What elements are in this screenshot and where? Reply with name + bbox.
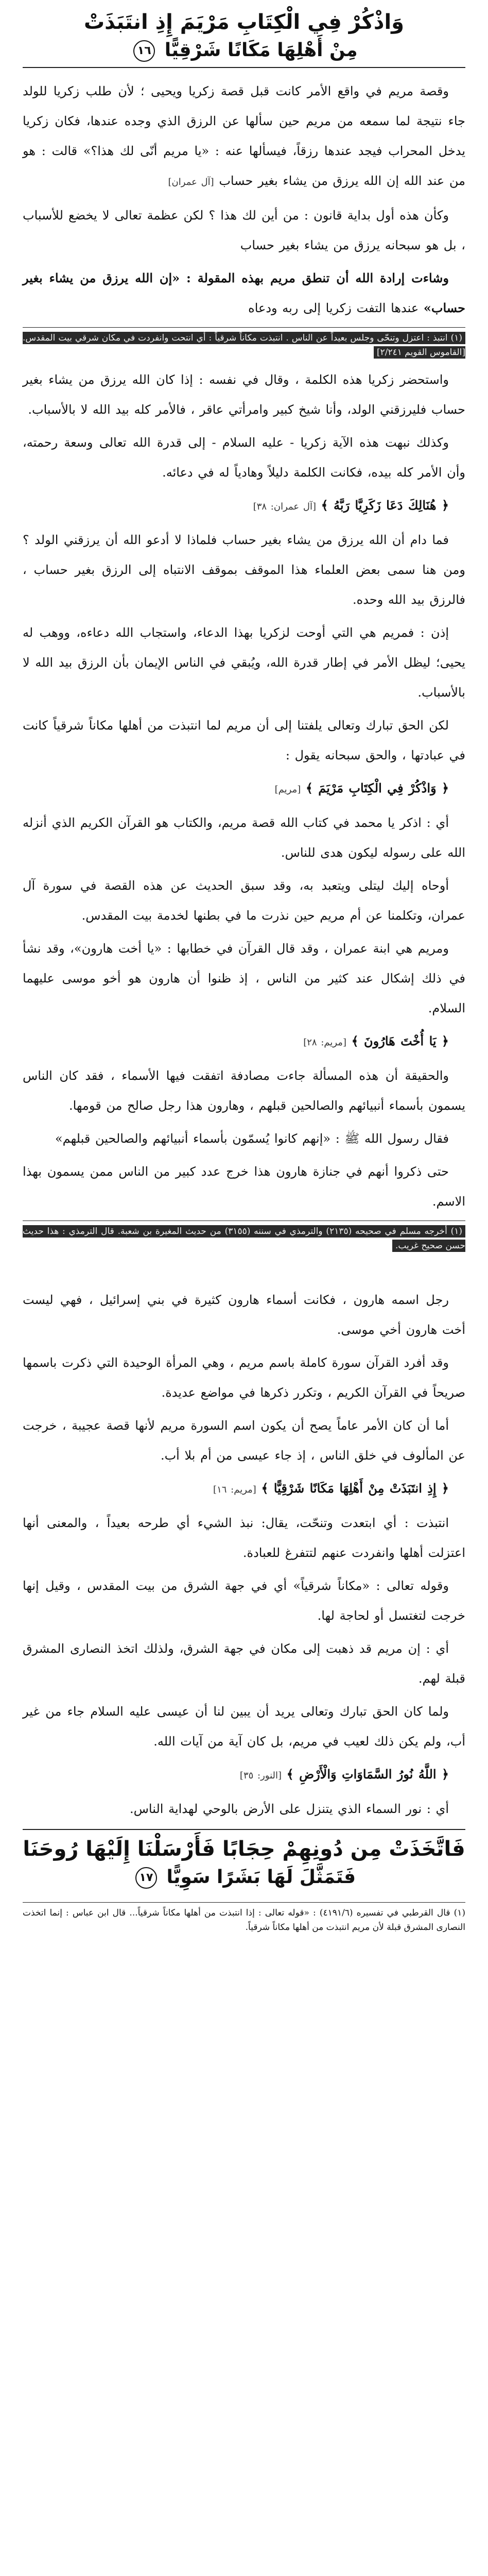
ayah-number-badge: ١٧	[135, 1867, 157, 1889]
footnote	[23, 1224, 465, 1253]
paragraph-text: وقصة مريم في واقع الأمر كانت قبل قصة زكريا ويحيى ؛ لأن طلب زكريا للولد جاء نتيجة لما سمعه من مريم حين سألها عن الرزق الذي وجده عندها، فكان زكريا يدخل المحراب فيجد عندها رزقاً، فيسألها عنه : «يا مريم أنّى لك هذا؟» قالت : هو من عند الله إن الله يرزق من يشاء بغير حساب	[23, 84, 465, 189]
paragraph: ومريم هي ابنة عمران ، وقد قال القرآن في خطابها : «يا أخت هارون»، وقد نشأ في ذلك إشكال عند كثير من الناس ، إذ ظنوا أن هارون هو أخو موسى عليهما السلام.	[23, 941, 465, 1016]
footnotes	[23, 1902, 465, 1935]
verse-reference: [مريم: ١٦]	[213, 1484, 256, 1496]
section-part3	[23, 1285, 465, 1824]
quran-verse: ﴿ إِذِ انتَبَذَتْ مِنْ أَهْلِهَا مَكَانًا شَرْقِيًّا ﴾	[261, 1481, 449, 1496]
paragraph: ولما كان الحق تبارك وتعالى يريد أن يبين لنا أن عيسى عليه السلام جاء من غير أب، ولم يكن ذلك لعيب في مريم، بل كان آية من آيات الله.	[23, 1704, 465, 1749]
footnote	[23, 331, 465, 360]
paragraph	[23, 1759, 465, 1791]
verse-banner-top-line1: وَاذْكُرْ فِي الْكِتَابِ مَرْيَمَ إِذِ انتَبَذَتْ	[83, 10, 405, 34]
paragraph: وقد أفرد القرآن سورة كاملة باسم مريم ، وهي المرأة الوحيدة التي ذكرت باسمها صريحاً في القرآن الكريم ، وتكرر ذكرها في مواضع عديدة.	[23, 1355, 465, 1400]
verse-reference: [مريم]	[274, 784, 301, 795]
paragraph: فقال رسول الله ﷺ : «إنهم كانوا يُسمّون بأسماء أنبيائهم والصالحين قبلهم»	[55, 1131, 449, 1146]
paragraph	[23, 490, 465, 522]
paragraph	[23, 76, 465, 197]
paragraph: حتى ذكروا أنهم في جنازة هارون هذا خرج عدد كبير من الناس ممن يسمون بهذا الاسم.	[23, 1164, 465, 1209]
verse-banner-top-line2	[23, 37, 465, 64]
paragraph: انتبذت : أي ابتعدت وتنحّت، يقال: نبذ الشيء أي طرحه بعيداً ، والمعنى أنها اعتزلت أهلها وانفردت عنهم لتتفرغ للعبادة.	[23, 1516, 465, 1561]
quran-quote: وشاءت إرادة الله أن تنطق مريم بهذه المقولة : «إن الله يرزق من يشاء بغير حساب»	[23, 270, 465, 316]
paragraph: أي : اذكر يا محمد في كتاب الله قصة مريم، والكتاب هو القرآن الكريم الذي أنزله الله على رسوله ليكون هدى للناس.	[23, 816, 465, 860]
paragraph: والحقيقة أن هذه المسألة جاءت مصادفة اتفقت فيها الأسماء ، فقد كان الناس يسمون بأسماء أنبيائهم والصالحين قبلهم ، وهارون هذا رجل صالح من قومها.	[23, 1069, 465, 1113]
quran-verse: ﴿ هُنَالِكَ دَعَا زَكَرِيَّا رَبَّهُ ﴾	[321, 498, 449, 513]
quran-verse: ﴿ اللَّهُ نُورُ السَّمَاوَاتِ وَالْأَرْضِ ﴾	[286, 1767, 449, 1782]
verse-banner-top	[23, 7, 465, 68]
paragraph: أي : نور السماء الذي يتنزل على الأرض بالوحي لهداية الناس.	[130, 1802, 449, 1817]
paragraph: أي : إن مريم قد ذهبت إلى مكان في جهة الشرق، ولذلك اتخذ النصارى المشرق قبلة لهم.	[23, 1641, 465, 1686]
paragraph: إذن : فمريم هي التي أوحت لزكريا بهذا الدعاء، واستجاب الله دعاءه، ووهب له يحيى؛ ليظل الأمر في إطار قدرة الله، ويُبقي في الناس الإيمان بأن الرزق بيد الله لا بالأسباب.	[23, 625, 465, 700]
verse-banner-top-line2-text: مِنْ أَهْلِهَا مَكَانًا شَرْقِيًّا	[164, 40, 358, 61]
footnotes	[23, 327, 465, 360]
verse-banner-bottom-line1: فَاتَّخَذَتْ مِن دُونِهِمْ حِجَابًا فَأَرْسَلْنَا إِلَيْهَا رُوحَنَا	[23, 1837, 465, 1861]
paragraph: فما دام أن الله يرزق من يشاء بغير حساب فلماذا لا أدعو الله أن يرزقني الولد ؟ ومن هنا سمى بعض العلماء هذا الموقف بموقف الانتباه إلى الرزق بغير حساب ، فالرزق بيد الله وحده.	[23, 533, 466, 607]
paragraph: رجل اسمه هارون ، فكانت أسماء هارون كثيرة في بني إسرائيل ، فهي ليست أخت هارون أخي موسى.	[23, 1293, 465, 1337]
paragraph: أما أن كان الأمر عاماً يصح أن يكون اسم السورة مريم لأنها قصة عجيبة ، خرجت عن المألوف في خلق الناس ، إذ جاء عيسى من أم بلا أب.	[23, 1418, 465, 1463]
verse-banner-bottom-line2-text: فَتَمَثَّلَ لَهَا بَشَرًا سَوِيًّا	[166, 1867, 356, 1888]
paragraph	[23, 1473, 465, 1505]
paragraph: واستحضر زكريا هذه الكلمة ، وقال في نفسه : إذا كان الله يرزق من يشاء بغير حساب فليرزقني الولد، وأنا شيخ كبير وامرأتي عاقر ، فالأمر كله بيد الله لا بالأسباب.	[23, 372, 465, 417]
paragraph	[23, 263, 465, 323]
verse-banner-bottom-line2	[23, 1864, 465, 1891]
quran-verse: ﴿ يَا أُخْتَ هَارُونَ ﴾	[351, 1033, 449, 1049]
verse-reference: [آل عمران: ٣٨]	[253, 501, 316, 513]
paragraph: وكذلك نبهت هذه الآية زكريا - عليه السلام - إلى قدرة الله تعالى وسعة رحمته، وأن الأمر كله بيده، فكانت الكلمة دليلاً وهادياً له في دعائه.	[23, 435, 465, 480]
verse-banner-bottom	[23, 1829, 465, 1894]
paragraph: أوحاه إليك ليتلى ويتعبد به، وقد سبق الحديث عن هذه القصة في سورة آل عمران، وتكلمنا عن أم مريم حين نذرت ما في بطنها لخدمة بيت المقدس.	[23, 878, 465, 923]
section-part1	[23, 76, 465, 360]
ayah-number-badge: ١٦	[133, 40, 155, 62]
paragraph: وقوله تعالى : «مكاناً شرقياً» أي في جهة الشرق من بيت المقدس ، وقيل إنها خرجت لتغتسل أو لحاجة لها.	[23, 1579, 465, 1623]
paragraph: لكن الحق تبارك وتعالى يلفتنا إلى أن مريم لما انتبذت من أهلها مكاناً شرقياً كانت في عبادتها ، والحق سبحانه يقول :	[23, 718, 465, 763]
paragraph: وكأن هذه أول بداية قانون : من أين لك هذا ؟ لكن عظمة تعالى لا يخضع للأسباب ، بل هو سبحانه يرزق من يشاء بغير حساب	[23, 208, 465, 253]
quran-verse: ﴿ وَاذْكُرْ فِي الْكِتَابِ مَرْيَمَ ﴾	[305, 781, 449, 796]
paragraph	[23, 1026, 465, 1058]
verse-reference: [مريم: ٢٨]	[303, 1037, 346, 1048]
footnotes	[23, 1221, 465, 1253]
footnote-text: (١) أخرجه مسلم في صحيحه (٢١٣٥) والترمذي في سننه (٣١٥٥) من حديث المغيرة بن شعبة. قال الترمذي : هذا حديث حسن صحيح غريب.	[23, 1226, 465, 1251]
footnote-text: (١) انتبذ : اعتزل وتنحّى وجلس بعيداً عن الناس . انتبذت مكاناً شرقياً : أي انتحت وانفردت في مكان شرقي بيت المقدس. [القاموس القويم ٢/٢٤١]	[23, 333, 465, 358]
paragraph	[23, 773, 465, 805]
section-part2	[23, 365, 465, 1253]
footnote: (١) قال القرطبي في تفسيره (٤١٩١/٦) : «قوله تعالى : إذا انتبذت من أهلها مكاناً شرقياً... قال ابن عباس : إنما اتخذت النصارى المشرق قبلة لأن مريم انتبذت من أهلها مكاناً شرقياً.	[23, 1908, 465, 1933]
verse-reference: [النور: ٣٥]	[239, 1770, 282, 1782]
paragraph-text: عندها التفت زكريا إلى ربه ودعاه	[248, 301, 419, 316]
page-break-spacer	[23, 1254, 465, 1285]
verse-reference: [آل عمران]	[168, 177, 214, 188]
